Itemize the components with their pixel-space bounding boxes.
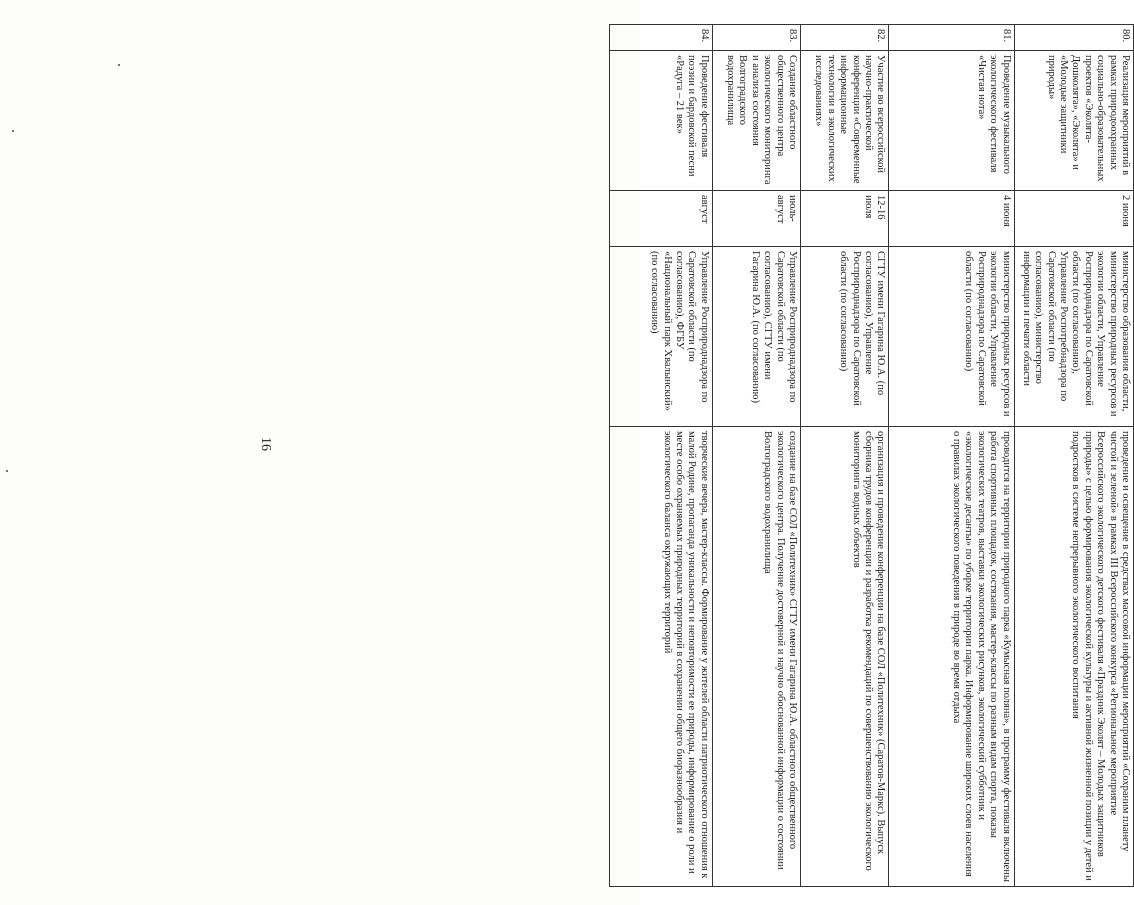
event-description: проведение и освещение в средствах массовой информации мероприятий «Сохраним планету чистой и зеленой» в рамках III Всероссийского конкурса «Региональное мероприятие Всероссийского экологического детского фестиваля «Праздник Эколят – Молодых защитников природы» с целью формирования экологической культуры и активной жизненной позиции у детей и подростков в системе непрерывного экологического воспитания: [1014, 427, 1133, 887]
row-number: 83.: [712, 25, 800, 51]
row-number: 82.: [801, 25, 889, 51]
event-title: Проведение музыкального экологического фестиваля «Чистая нота»: [889, 51, 1014, 191]
event-responsible: СГТУ имени Гагарина Ю.А. (по согласованию), Управление Росприроднадзора по Саратовской области (по согласованию): [801, 247, 889, 427]
event-date: июль-август: [712, 191, 800, 247]
event-title: Создание областного общественного центра экологического мониторинга и анализа состояния Волгоградского водохранилища: [712, 51, 800, 191]
table-container: [84, 24, 1131, 886]
event-responsible: министерство природных ресурсов и экологии области, Управление Росприроднадзора по Саратовской области (по согласованию): [889, 247, 1014, 427]
event-date: 4 июня: [889, 191, 1014, 247]
row-number: 81.: [889, 25, 1014, 51]
scan-speck: [6, 470, 8, 472]
page-number: 16: [258, 437, 273, 451]
event-description: создание на базе СОЛ «Политехник» СГТУ имени Гагарина Ю.А. областного общественного экологического центра. Получение достоверной и научно обоснованной информации о состоянии Волгоградского водохранилища: [712, 427, 800, 887]
event-date: 12-16 июля: [801, 191, 889, 247]
event-date: 2 июня: [1014, 191, 1133, 247]
event-responsible: Управление Росприроднадзора по Саратовской области (по согласованию), ФГБУ «Национальный парк Хвалынский» (по согласованию): [610, 247, 713, 427]
table-row: [801, 25, 889, 887]
events-table: [609, 24, 1134, 887]
event-responsible: Управление Росприроднадзора по Саратовской области (по согласованию), СГТУ имени Гагарина Ю.А. (по согласованию): [712, 247, 800, 427]
event-description: творческие вечера, мастер-классы. Формирование у жителей области патриотического отношения к малой Родине, пропаганда уникальности и неповторимости ее природы, информирование о роли и месте особо охраняемых природных территорий в сохранении общего биоразнообразия и экологического баланса окружающих территорий: [610, 427, 713, 887]
table-row: [712, 25, 800, 887]
table-row: [610, 25, 713, 887]
row-number: 84.: [610, 25, 713, 51]
scan-speck: [12, 130, 14, 132]
event-title: Реализация мероприятий в рамках природоохранных социально-образовательных проектов «Эколята-Дошколята», «Эколята» и «Молодые защитники природы»: [1014, 51, 1133, 191]
table-row: [889, 25, 1014, 887]
event-description: проводится на территории природного парка «Кумысная поляна», в программу фестиваля включены работа спортивных площадок, состязания, мастер-классы по разным видам спорта, показы экологических театров, выставки экологических рисунков, экологический субботник и «экологические десанты» по уборке территории парка. Информирование широких слоев населения о правилах экологического поведения в природе во время отдыха: [889, 427, 1014, 887]
row-number: 80.: [1014, 25, 1133, 51]
event-title: Проведение фестиваля поэзии и бардовской песни «Радуга – 21 век»: [610, 51, 713, 191]
event-description: организация и проведение конференции на базе СОЛ «Политехник» (Саратов-Маркс). Выпуск сборника трудов конференции и разработка рекомендаций по совершенствованию экологического мониторинга водных объектов: [801, 427, 889, 887]
event-responsible: министерство образования области, министерство природных ресурсов и экологии области, Управление Росприроднадзора по Саратовской области (по согласованию), Управление Роспотребнадзора по Саратовской области (по согласованию), министерство информации и печати области: [1014, 247, 1133, 427]
event-date: август: [610, 191, 713, 247]
event-title: Участие во всероссийской научно-практической конференции «Современные информационные технологии в экологических исследованиях»: [801, 51, 889, 191]
table-row: [1014, 25, 1133, 887]
